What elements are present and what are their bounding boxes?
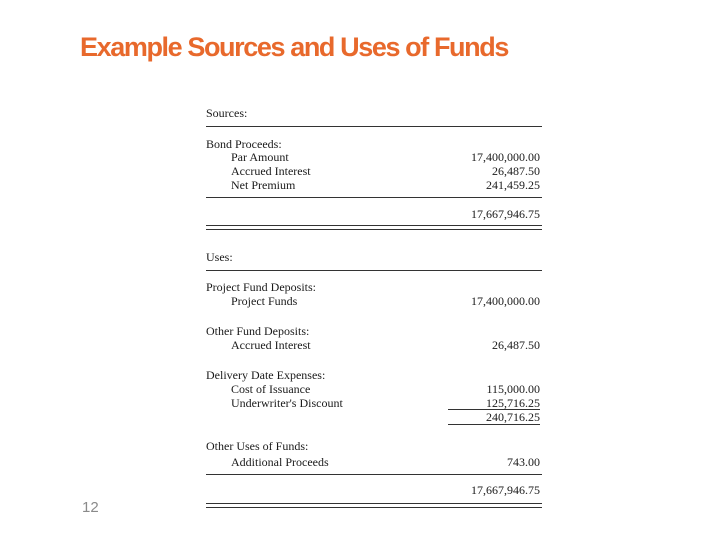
par-amount-label: Par Amount [231,150,289,164]
slide-number: 12 [82,499,99,516]
other-accrued-interest-value: 26,487.50 [492,338,540,352]
double-rule [206,225,542,230]
project-funds-label: Project Funds [231,294,298,308]
cost-of-issuance-value: 115,000.00 [486,382,540,396]
other-uses-heading: Other Uses of Funds: [206,439,309,453]
sources-uses-table [206,0,542,546]
delivery-expenses-heading: Delivery Date Expenses: [206,368,326,382]
project-fund-heading: Project Fund Deposits: [206,280,316,294]
accrued-interest-value: 26,487.50 [492,164,540,178]
underwriters-discount-value: 125,716.25 [486,396,540,410]
cost-of-issuance-label: Cost of Issuance [231,382,311,396]
divider [206,126,542,127]
net-premium-label: Net Premium [231,178,296,192]
underwriters-discount-label: Underwriter's Discount [231,396,343,410]
double-rule [206,503,542,508]
par-amount-value: 17,400,000.00 [471,150,540,164]
divider [206,474,542,475]
additional-proceeds-label: Additional Proceeds [231,455,329,469]
divider [206,197,542,198]
net-premium-value: 241,459.25 [486,178,540,192]
project-funds-value: 17,400,000.00 [471,294,540,308]
accrued-interest-label: Accrued Interest [231,164,311,178]
uses-total-value: 17,667,946.75 [471,483,540,497]
other-accrued-interest-label: Accrued Interest [231,338,311,352]
additional-proceeds-value: 743.00 [507,455,540,469]
sources-total-value: 17,667,946.75 [471,207,540,221]
sources-heading: Sources: [206,106,248,120]
slide-title: Example Sources and Uses of Funds [80,32,508,62]
uses-heading: Uses: [206,250,233,264]
delivery-subtotal-value: 240,716.25 [486,410,540,424]
bond-proceeds-heading: Bond Proceeds: [206,137,282,151]
other-fund-heading: Other Fund Deposits: [206,324,310,338]
subtotal-rule [448,424,540,425]
divider [206,270,542,271]
